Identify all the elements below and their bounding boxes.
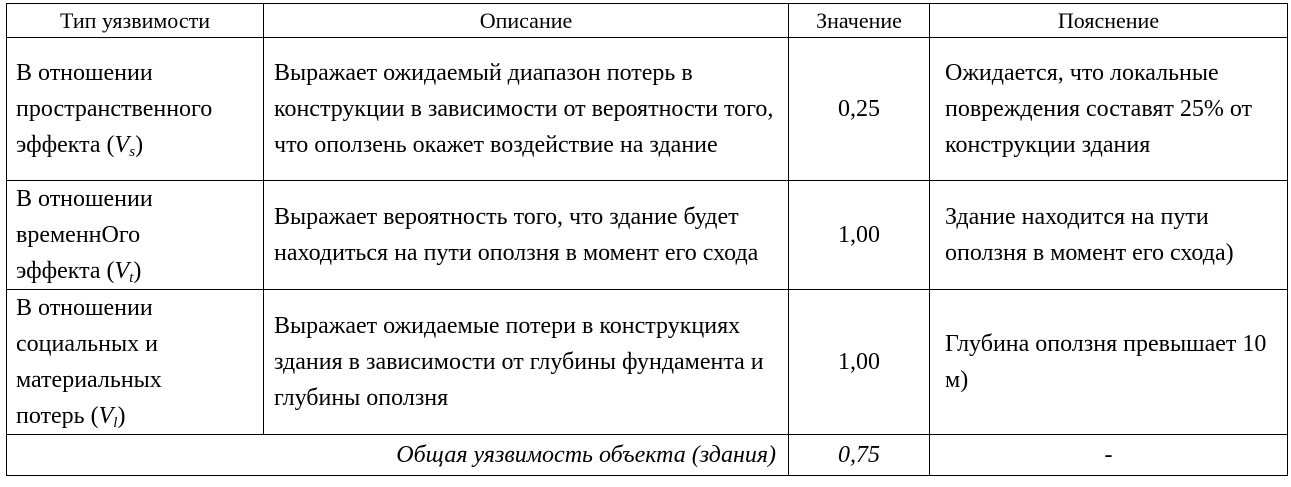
total-row bbox=[7, 435, 1288, 476]
explanation-cell: Ожидается, что локальные повреждения составят 25% от конструкции здания bbox=[930, 38, 1288, 181]
variable-symbol: $V_s$ bbox=[114, 132, 136, 160]
explanation-cell: Здание находится на пути оползня в момент его схода) bbox=[930, 181, 1288, 290]
type-line: эффекта ( bbox=[16, 258, 115, 284]
type-line: социальных и bbox=[16, 331, 158, 357]
type-line: временнОго bbox=[16, 222, 141, 248]
total-explanation: - bbox=[930, 435, 1288, 476]
type-line: потерь ( bbox=[16, 403, 99, 429]
type-line: В отношении bbox=[16, 60, 153, 86]
value-cell: 0,25 bbox=[789, 38, 930, 181]
table-row bbox=[7, 290, 1288, 435]
value-cell: 1,00 bbox=[789, 181, 930, 290]
description-cell: Выражает ожидаемый диапазон потерь в конструкции в зависимости от вероятности того, что оползень окажет воздействие на здание bbox=[264, 38, 789, 181]
description-cell: Выражает вероятность того, что здание будет находиться на пути оползня в момент его схода bbox=[264, 181, 789, 290]
header-vulnerability-type: Тип уязвимости bbox=[7, 4, 264, 38]
vulnerability-type-cell: В отношении временнОго эффекта $(V_t)$ bbox=[7, 181, 264, 290]
vulnerability-type-cell: В отношении пространственного эффекта $(V_s)$ bbox=[7, 38, 264, 181]
table-header-row bbox=[7, 4, 1288, 38]
variable-symbol: $V_l$ bbox=[98, 403, 118, 431]
type-line: В отношении bbox=[16, 295, 153, 321]
variable-symbol: $V_t$ bbox=[114, 258, 134, 286]
type-line: материальных bbox=[16, 367, 162, 393]
type-line: В отношении bbox=[16, 186, 153, 212]
header-value: Значение bbox=[789, 4, 930, 38]
header-description: Описание bbox=[264, 4, 789, 38]
vulnerability-table bbox=[6, 3, 1288, 476]
type-line: эффекта ( bbox=[16, 132, 115, 158]
explanation-cell: Глубина оползня превышает 10 м) bbox=[930, 290, 1288, 435]
value-cell: 1,00 bbox=[789, 290, 930, 435]
total-value: 0,75 bbox=[789, 435, 930, 476]
table-row bbox=[7, 38, 1288, 181]
description-cell: Выражает ожидаемые потери в конструкциях здания в зависимости от глубины фундамента и глубины оползня bbox=[264, 290, 789, 435]
type-line: пространственного bbox=[16, 96, 213, 122]
total-label: Общая уязвимость объекта (здания) bbox=[7, 435, 789, 476]
header-explanation: Пояснение bbox=[930, 4, 1288, 38]
vulnerability-type-cell: В отношении социальных и материальных потерь $(V_l)$ bbox=[7, 290, 264, 435]
table-row bbox=[7, 181, 1288, 290]
